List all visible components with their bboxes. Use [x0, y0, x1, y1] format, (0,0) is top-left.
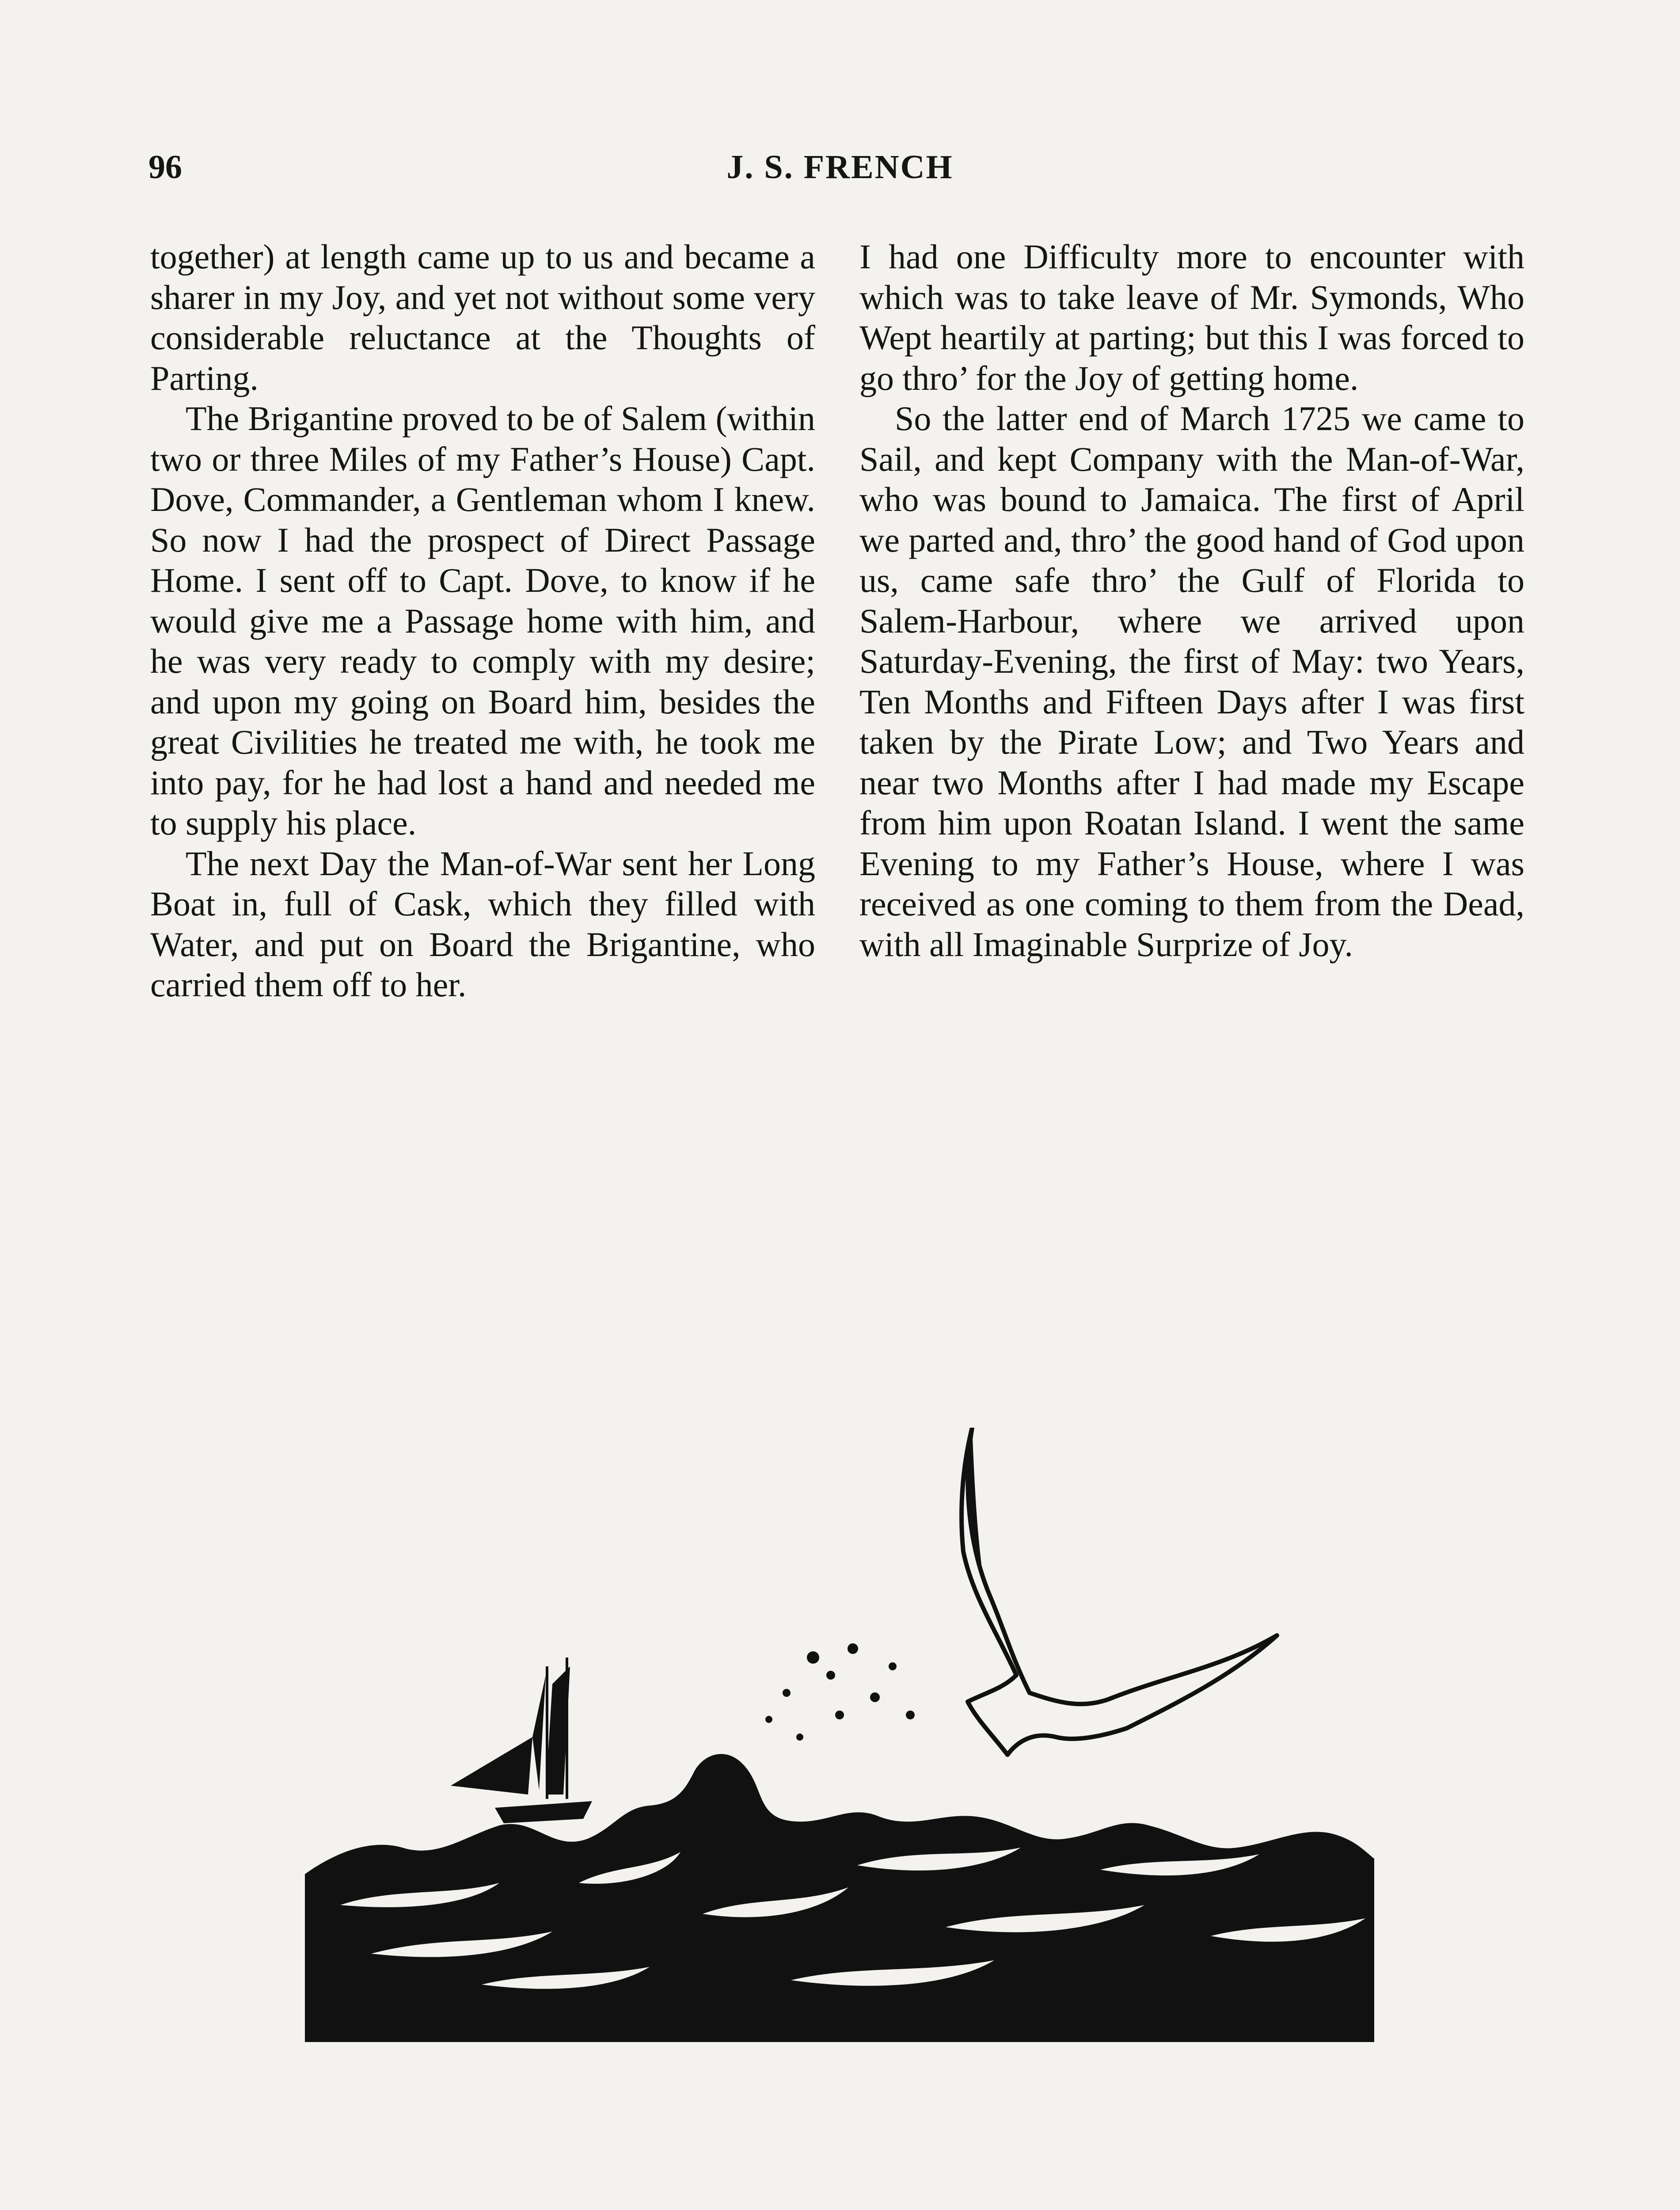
left-column [150, 236, 815, 1005]
paragraph: So the latter end of March 1725 we came to Sail, and kept Company with the Man-of-War, who was bound to Jamaica. The first of April we parted and, thro’ the good hand of God upon us, came safe thro’ the Gulf of Florida to Salem-Harbour, where we arrived upon Saturday-Evening, the first of May: two Years, Ten Months and Fifteen Days after I was first taken by the Pirate Low; and Two Years and near two Months after I had made my Escape from him upon Roatan Island. I went the same Evening to my Father’s House, where I was received as one coming to them from the Dead, with all Imaginable Surprize of Joy. [859, 399, 1524, 964]
paragraph: The Brigantine proved to be of Salem (within two or three Miles of my Father’s House) Capt. Dove, Commander, a Gentleman whom I knew. So now I had the prospect of Direct Passage Home. I sent off to Capt. Dove, to know if he would give me a Passage home with him, and he was very ready to comply with my desire; and upon my going on Board him, besides the great Civilities he treated me with, he took me into pay, for he had lost a hand and needed me to supply his place. [150, 399, 815, 842]
ship-and-seabird-illustration [305, 1428, 1374, 2042]
sailing-ship [451, 1658, 592, 1823]
paragraph: together) at length came up to us and became a sharer in my Joy, and yet not without some very considerable reluctance at the Thoughts of Parting. [150, 237, 815, 397]
right-column [859, 236, 1524, 964]
paragraph: I had one Difficulty more to encounter with which was to take leave of Mr. Symonds, Who Wept heartily at parting; but this I was forced to go thro’ for the Joy of getting home. [859, 237, 1524, 397]
paragraph: The next Day the Man-of-War sent her Long Boat in, full of Cask, which they filled with Water, and put on Board the Brigantine, who carried them off to her. [150, 844, 815, 1004]
running-head: J. S. FRENCH [726, 149, 954, 186]
page-number: 96 [148, 149, 182, 186]
seabird [962, 1428, 1277, 1755]
spray-droplets [765, 1643, 915, 1741]
